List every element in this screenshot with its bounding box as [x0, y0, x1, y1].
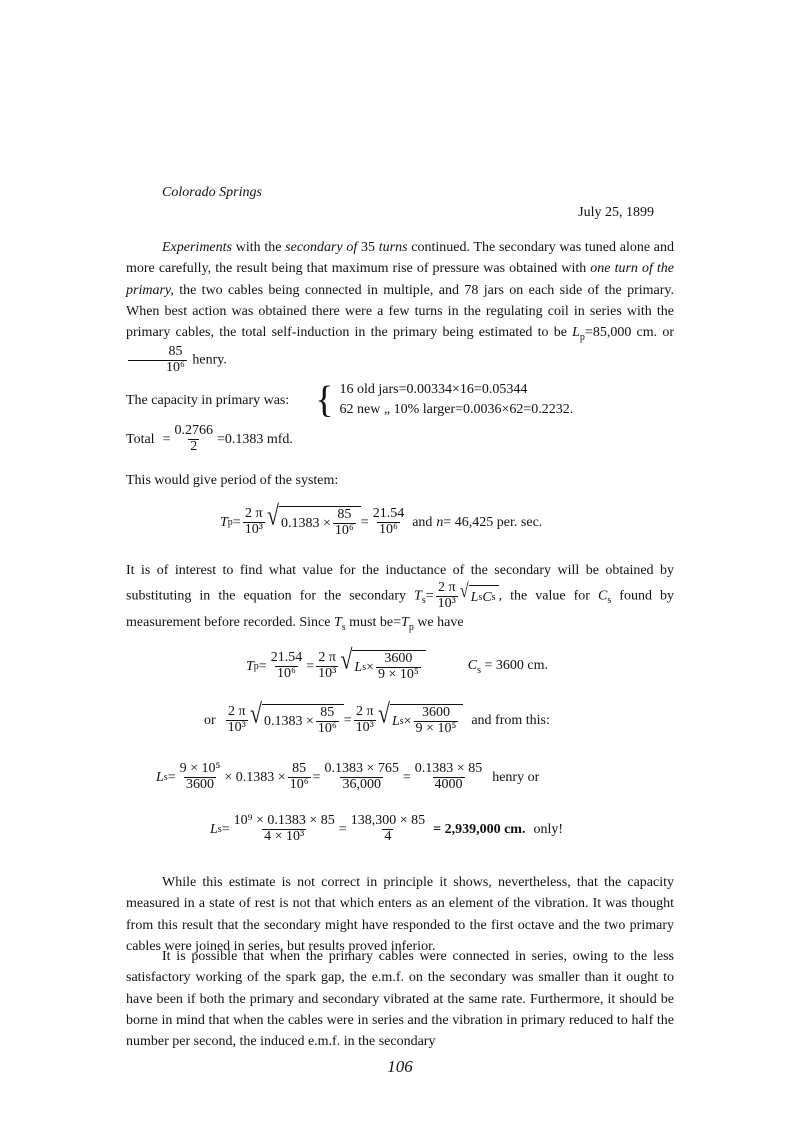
eqc-lhs: L — [156, 769, 164, 785]
period-lhs-sub: p — [227, 516, 233, 528]
eqd-lhs-sub: s — [217, 823, 222, 835]
page-number: 106 — [387, 1057, 413, 1076]
eqa-rad-den: 9 × 10⁵ — [378, 666, 419, 682]
period-equation — [220, 499, 543, 538]
eqa-rad-frac — [376, 652, 421, 682]
eqb-rad1-num: 85 — [320, 705, 335, 720]
sqrt-sign-icon: √ — [377, 697, 390, 729]
eqc-f4-num: 0.1383 × 85 — [414, 761, 483, 776]
p2-frac-den: 10³ — [437, 595, 456, 611]
eqc-f1-num: 9 × 10⁵ — [179, 761, 221, 776]
eqb-rad2-x: × — [403, 713, 412, 729]
eqa-f2-den: 10³ — [318, 665, 337, 681]
p2-ts: T — [414, 588, 422, 604]
capacity-line-2: 62 new „ 10% larger=0.0036×62=0.2232. — [339, 402, 574, 418]
eqc-f1-den: 3600 — [186, 776, 214, 792]
intro-text-1: with the — [231, 240, 286, 255]
period-rad-frac — [333, 508, 356, 538]
eqb-f1-den: 10³ — [227, 719, 246, 735]
equation-b — [204, 697, 550, 736]
eqb-eq: = — [343, 712, 352, 728]
eqb-f2-num: 2 π — [355, 704, 374, 719]
p2-ts-sub: s — [421, 595, 426, 607]
total-result: =0.1383 mfd. — [216, 431, 293, 447]
period-intro: This would give period of the system: — [126, 473, 339, 488]
sqrt-sign-icon: √ — [340, 643, 353, 675]
intro-word-turns: turns — [378, 240, 408, 255]
eqb-sqrt-2 — [377, 697, 463, 736]
eqc-f2-den: 10⁶ — [289, 776, 309, 792]
period-rad-den: 10⁶ — [334, 522, 354, 538]
p2-ts2: T — [333, 614, 342, 630]
period-frac-2-num: 21.54 — [372, 506, 405, 521]
eqc-frac-1 — [178, 762, 223, 792]
eqa-lhs: T — [246, 658, 254, 674]
eqb-f1-num: 2 π — [227, 704, 246, 719]
eqa-sqrt — [340, 643, 425, 682]
eqa-rad-l-sub: s — [362, 661, 367, 673]
eqd-eq1: = — [221, 821, 230, 837]
intro-fraction — [128, 345, 187, 375]
eqb-or: or — [204, 712, 216, 728]
eqa-rad-x: × — [366, 659, 374, 675]
eqd-f2-den: 4 — [384, 828, 392, 844]
eqd-result: = 2,939,000 cm. — [433, 821, 526, 837]
p2-sqrt-sub-1: s — [478, 591, 483, 603]
inductance-paragraph — [126, 560, 674, 635]
eqc-eq1: = — [167, 769, 176, 785]
p2-text-1: It is of interest to find what value for the inductance of the secondary will be obtained by substituting in the equation for the secondary — [126, 563, 674, 604]
p2-text-6: we have — [413, 614, 464, 630]
equation-c — [156, 762, 539, 792]
sqrt-sign-icon: √ — [249, 697, 262, 729]
period-frac-1 — [243, 507, 265, 537]
eqd-f1-num: 10⁹ × 0.1383 × 85 — [233, 813, 335, 828]
period-tail-2: = 46,425 per. sec. — [443, 514, 543, 530]
eqc-f2-num: 85 — [292, 761, 307, 776]
eqa-frac-1 — [269, 651, 305, 681]
eqd-eq2: = — [338, 821, 347, 837]
eqb-sqrt-2-body — [390, 704, 463, 736]
p2-text-5: must be= — [345, 614, 402, 630]
period-tail: and — [412, 514, 433, 530]
eqc-frac-4 — [413, 762, 484, 792]
eqb-sqrt-1 — [249, 697, 344, 736]
intro-symbol-sub: p — [579, 331, 585, 343]
eqc-eq2: = — [312, 769, 321, 785]
eqc-mid: × 0.1383 × — [224, 769, 286, 785]
eqb-rad2-l-sub: s — [399, 715, 404, 727]
eqb-rad1-a: 0.1383 × — [263, 713, 314, 729]
eqb-rad2-num: 3600 — [421, 705, 450, 720]
eqb-rad1-den: 10⁶ — [317, 720, 337, 736]
p2-sqrt-body — [469, 585, 499, 608]
equation-d — [210, 814, 563, 844]
eqd-f2-num: 138,300 × 85 — [350, 813, 426, 828]
period-eq1: = — [232, 514, 241, 530]
total-num: 0.2766 — [174, 423, 213, 438]
p2-ts2-sub: s — [341, 621, 346, 633]
capacity-brace: { — [315, 379, 334, 422]
period-rad-a: 0.1383 × — [280, 515, 331, 531]
eqd-frac-2 — [349, 814, 427, 844]
capacity-block — [126, 380, 573, 421]
intro-word-secondary: secondary of — [285, 240, 358, 255]
p2-tp-sub: p — [408, 621, 414, 633]
period-sqrt-body — [279, 506, 361, 538]
p2-sqrt — [459, 580, 499, 608]
period-frac-2 — [371, 507, 407, 537]
p2-text-2: = — [425, 588, 434, 604]
eqd-lhs: L — [210, 821, 218, 837]
eqa-sqrt-body — [352, 650, 425, 682]
eqc-f4-den: 4000 — [434, 776, 463, 792]
eqb-rad2-frac — [414, 706, 459, 736]
capacity-label: The capacity in primary was: — [126, 392, 290, 408]
eqa-rad-l: L — [354, 659, 363, 675]
intro-text-2: 35 — [357, 240, 379, 255]
date-heading: July 25, 1899 — [578, 205, 654, 220]
p2-cs: C — [598, 588, 608, 604]
period-frac-1-num: 2 π — [245, 506, 263, 521]
intro-symbol-l: L — [572, 325, 580, 341]
eqb-f2-den: 10³ — [355, 719, 374, 735]
estimate-paragraph: While this estimate is not correct in principle it shows, nevertheless, that the capacity measured in a state of rest is not that which enters as an element of the vibration. It was thought from this result that the secondary might have responded to the first octave and the two primary cables were joined in series, but results proved inferior. — [126, 875, 674, 954]
total-den: 2 — [190, 438, 198, 454]
period-n: n — [436, 514, 444, 530]
eqa-f2-num: 2 π — [318, 650, 336, 665]
eqc-frac-3 — [322, 762, 400, 792]
intro-fraction-num: 85 — [168, 344, 183, 360]
eqb-rad2-l: L — [391, 713, 400, 729]
intro-word-oneturn: one turn of the primary, — [126, 261, 675, 298]
eqd-f1-den: 4 × 10³ — [264, 828, 305, 844]
eqd-only: only! — [533, 821, 564, 837]
intro-fraction-den: 10⁶ — [128, 360, 187, 376]
p2-tp: T — [401, 614, 409, 630]
eqa-rad-num: 3600 — [384, 651, 413, 666]
place-heading: Colorado Springs — [162, 185, 262, 200]
capacity-lines — [340, 380, 574, 421]
eqc-eq3: = — [402, 769, 411, 785]
eqb-tail: and from this: — [471, 712, 550, 728]
p2-cs-sub: s — [607, 595, 612, 607]
p2-sqrt-c: C — [482, 589, 492, 605]
series-paragraph: It is possible that when the primary cables were connected in series, owing to the less satisfactory working of the spark gap, the e.m.f. on the secondary was smaller than it ought to have been if both the primary and secondary vibrated at the same rate. Furthermore, it should be borne in mind that when the cables were in series and the vibration in primary reduced to half the number per second, the induced e.m.f. in the secondary — [126, 949, 674, 1050]
equation-a — [246, 643, 549, 682]
eqc-frac-2 — [288, 762, 311, 792]
eqa-eq2: = — [306, 658, 315, 674]
sqrt-sign-icon: √ — [459, 580, 469, 602]
p2-text-3: , the value for — [498, 588, 598, 604]
eqa-cs-group — [468, 655, 548, 678]
eqc-tail: henry or — [492, 769, 540, 785]
p2-text-4: found by measurement before recorded. Since — [126, 588, 674, 630]
p2-sqrt-sub-2: s — [491, 591, 496, 603]
total-equation — [126, 424, 293, 454]
eqa-lhs-sub: p — [253, 660, 259, 672]
eqa-cs: C — [467, 657, 478, 673]
intro-text-3: continued. The secondary was tuned alone and more carefully, the result being that maximum rise of pressure was obtained with — [126, 240, 674, 277]
eqa-f1-num: 21.54 — [270, 650, 303, 665]
eqb-rad1-frac — [316, 706, 339, 736]
period-frac-2-den: 10⁶ — [378, 521, 398, 537]
eqa-cs-val: = 3600 cm. — [481, 657, 549, 673]
period-eq2: = — [360, 514, 369, 530]
eqa-cs-sub: s — [477, 664, 482, 676]
eqc-f3-den: 36,000 — [342, 776, 381, 792]
eqc-f3-num: 0.1383 × 765 — [324, 761, 399, 776]
eqa-frac-2 — [316, 651, 338, 681]
period-lhs: T — [220, 514, 228, 530]
eqa-f1-den: 10⁶ — [277, 665, 296, 681]
p2-sqrt-l: L — [470, 589, 479, 605]
p2-frac-num: 2 π — [437, 580, 456, 596]
intro-text-5: =85,000 cm. or — [584, 325, 674, 341]
eqb-frac-1 — [226, 705, 248, 735]
sqrt-sign-icon: √ — [266, 499, 279, 531]
period-sqrt — [266, 499, 361, 538]
intro-paragraph — [126, 237, 674, 375]
capacity-line-1: 16 old jars=0.00334×16=0.05344 — [339, 382, 528, 397]
intro-word-experiments: Experiments — [162, 240, 232, 255]
intro-text-6: henry. — [188, 352, 227, 368]
total-fraction — [172, 424, 215, 454]
eqb-sqrt-1-body — [262, 704, 344, 736]
eqb-frac-2 — [354, 705, 376, 735]
eqd-frac-1 — [232, 814, 337, 844]
intro-text-4: the two cables being connected in multiple, and 78 jars on each side of the primary. When best action was obtained there were a few turns in the regulating coil in series with the primary cables, the total self-induction in the primary being estimated to be — [126, 282, 674, 341]
total-label: Total — [126, 431, 155, 447]
p2-frac — [436, 581, 458, 611]
total-eq: = — [162, 431, 171, 447]
eqa-eq1: = — [258, 658, 267, 674]
period-rad-num: 85 — [337, 507, 352, 522]
eqc-lhs-sub: s — [163, 771, 168, 783]
period-frac-1-den: 10³ — [244, 521, 263, 537]
eqb-rad2-den: 9 × 10⁵ — [415, 720, 457, 736]
